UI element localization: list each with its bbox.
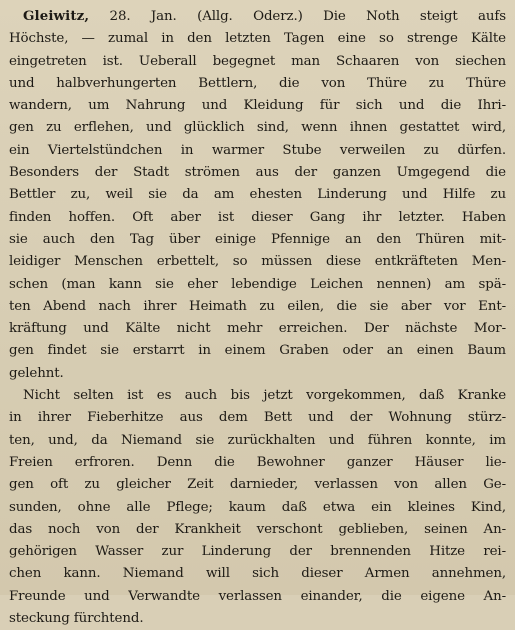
paragraph-2: [9, 385, 506, 630]
text-line: und halbverhungerten Bettlern, die von Thüre zu Thüre: [9, 75, 506, 91]
paragraph-1: [9, 5, 506, 385]
text-line: sunden, ohne alle Pflege; kaum daß etwa ein kleines Kind,: [9, 499, 506, 515]
text-line: Freien erfroren. Denn die Bewohner ganzer Häuser lie-: [9, 454, 506, 470]
text-line: Freunde und Verwandte verlassen einander, die eigene An-: [9, 588, 506, 604]
text-line: kräftung und Kälte nicht mehr erreichen. Der nächste Mor-: [9, 321, 506, 337]
text-line: Besonders der Stadt strömen aus der ganzen Umgegend die: [9, 165, 506, 181]
text-line: finden hoffen. Oft aber ist dieser Gang ihr letzter. Haben: [9, 209, 506, 225]
dateline: Gleiwitz,: [23, 8, 90, 24]
text-line: chen kann. Niemand will sich dieser Armen annehmen,: [9, 566, 506, 582]
text-line: ein Viertelstündchen in warmer Stube verweilen zu dürfen.: [9, 142, 506, 158]
text-line: gehörigen Wasser zur Linderung der brennenden Hitze rei-: [9, 544, 506, 560]
text-line: ten Abend nach ihrer Heimath zu eilen, die sie aber vor Ent-: [9, 298, 506, 314]
text-line: eingetreten ist. Ueberall begegnet man Schaaren von siechen: [9, 53, 506, 69]
text-line: steckung fürchtend.: [9, 611, 144, 627]
text-line: gen findet sie erstarrt in einem Graben oder an einen Baum: [9, 343, 506, 359]
text-line: in ihrer Fieberhitze aus dem Bett und der Wohnung stürz-: [9, 410, 506, 426]
text-line: gen oft zu gleicher Zeit darnieder, verlassen von allen Ge-: [9, 477, 506, 493]
text-line-content: 28. Jan. (Allg. Oderz.) Die Noth steigt aufs: [89, 9, 506, 24]
text-line: leidiger Menschen erbettelt, so müssen diese entkräfteten Men-: [9, 254, 506, 270]
text-line: Nicht selten ist es auch bis jetzt vorgekommen, daß Kranke: [23, 388, 506, 404]
text-line: ten, und, da Niemand sie zurückhalten und führen konnte, im: [9, 432, 506, 448]
text-line: gen zu erflehen, und glücklich sind, wenn ihnen gestattet wird,: [9, 120, 506, 136]
text-line: gelehnt.: [9, 365, 64, 381]
text-line: Höchste, — zumal in den letzten Tagen eine so strenge Kälte: [9, 31, 506, 47]
text-line: [9, 5, 506, 28]
text-line: das noch von der Krankheit verschont geblieben, seinen An-: [9, 521, 506, 537]
text-line: schen (man kann sie eher lebendige Leichen nennen) am spä-: [9, 276, 506, 292]
text-line: Bettler zu, weil sie da am ehesten Linderung und Hilfe zu: [9, 187, 506, 203]
text-line: wandern, um Nahrung und Kleidung für sich und die Ihri-: [9, 98, 506, 114]
text-line: sie auch den Tag über einige Pfennige an den Thüren mit-: [9, 231, 506, 247]
